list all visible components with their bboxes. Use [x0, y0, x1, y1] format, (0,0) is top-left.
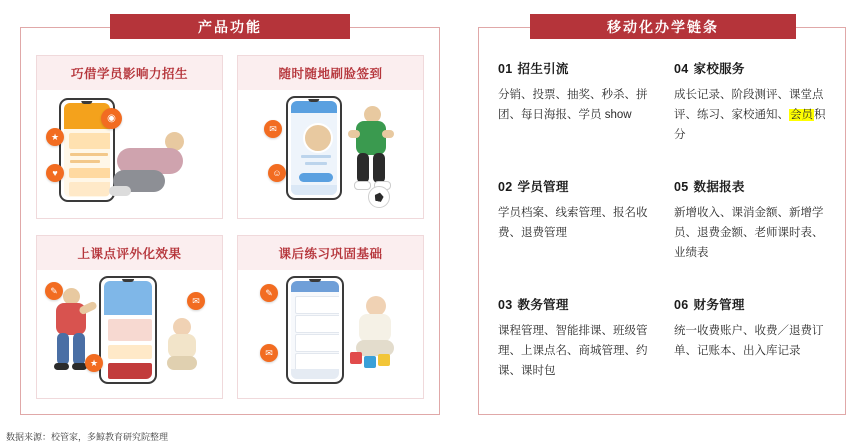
person-torso — [356, 121, 386, 155]
chain-item-title: 财务管理 — [693, 298, 745, 312]
screen-list-row — [295, 315, 339, 333]
pencil-icon: ✎ — [45, 282, 63, 300]
person-illustration — [109, 126, 197, 204]
screen-line — [70, 153, 108, 156]
chain-item-text: 新增收入、课消金额、新增学员、退费金额、老师课时表、业绩表 — [674, 207, 824, 260]
person-leg — [57, 333, 69, 365]
screen-line — [70, 160, 100, 163]
chain-item-heading — [674, 295, 828, 313]
heart-icon: ♥ — [46, 164, 64, 182]
feature-card-illustration — [238, 90, 423, 218]
phone-mockup — [286, 96, 342, 200]
chain-item-number: 06 — [674, 298, 689, 312]
chain-item-heading — [674, 59, 828, 77]
feature-card-illustration — [37, 270, 222, 398]
person-shoe — [354, 181, 371, 190]
child-torso — [359, 314, 391, 342]
mail-icon: ✉ — [264, 120, 282, 138]
product-features-cards-wrap — [20, 27, 440, 415]
screen-list-row — [295, 334, 339, 352]
person-illustration — [342, 106, 404, 206]
chain-item-heading — [498, 59, 652, 77]
chain-item-academic-management — [498, 295, 652, 399]
target-icon: ◉ — [101, 108, 122, 129]
feature-card-illustration — [238, 270, 423, 398]
feature-card-enrollment[interactable] — [36, 55, 223, 219]
feature-card-title: 课后练习巩固基础 — [238, 236, 423, 270]
toy-block — [350, 352, 362, 364]
toy-block — [378, 354, 390, 366]
chain-text-before: 成长记录、阶段测评、课堂点评、练习、家校通知、 — [674, 89, 824, 122]
feature-card-homework-practice[interactable] — [237, 235, 424, 399]
screen-list-row — [295, 296, 339, 314]
star-icon: ★ — [85, 354, 103, 372]
phone-mockup — [99, 276, 157, 384]
phone-screen — [291, 101, 337, 195]
phone-notch — [309, 279, 321, 282]
chain-item-data-reports — [674, 177, 828, 281]
phone-mockup — [286, 276, 344, 384]
chain-item-number: 05 — [674, 180, 689, 194]
chain-item-text: 分销、投票、抽奖、秒杀、拼团、每日海报、学员 show — [498, 89, 648, 122]
screen-footer-band — [291, 185, 337, 195]
screen-header-band — [291, 101, 337, 113]
smile-icon: ☺ — [268, 164, 286, 182]
person-shoes — [109, 186, 131, 196]
pencil-icon: ✎ — [260, 284, 278, 302]
chain-item-number: 04 — [674, 62, 689, 76]
person-leg — [73, 333, 85, 365]
chain-item-text — [674, 85, 828, 145]
chain-item-grid — [498, 59, 828, 399]
chain-text-highlight: 会员 — [790, 109, 813, 122]
chain-item-number: 03 — [498, 298, 513, 312]
feature-card-title: 上课点评外化效果 — [37, 236, 222, 270]
chain-item-text: 学员档案、线索管理、报名收费、退费管理 — [498, 207, 648, 240]
mobile-chain-items-wrap — [478, 27, 846, 415]
screen-footer-band — [291, 369, 339, 379]
screen-photo — [104, 281, 152, 315]
chain-item-heading — [674, 177, 828, 195]
chain-item-title: 招生引流 — [517, 62, 569, 76]
feature-card-grid — [36, 55, 424, 399]
chain-item-finance-management — [674, 295, 828, 399]
chain-item-enrollment — [498, 59, 652, 163]
screen-card — [69, 133, 110, 149]
feature-card-title: 巧借学员影响力招生 — [37, 56, 222, 90]
person-leg — [373, 153, 385, 183]
star-icon: ★ — [46, 128, 64, 146]
person-leg — [357, 153, 369, 183]
child-illustration — [348, 296, 410, 384]
screen-card — [69, 168, 110, 178]
child-torso — [168, 334, 196, 358]
chain-item-text: 课程管理、智能排课、班级管理、上课点名、商城管理、约课、课时包 — [498, 325, 648, 378]
chain-item-number: 01 — [498, 62, 513, 76]
phone-screen — [291, 281, 339, 379]
person-arm — [348, 130, 360, 138]
soccer-ball-icon — [368, 186, 390, 208]
chain-item-title: 家校服务 — [693, 62, 745, 76]
screen-button — [299, 173, 333, 182]
face-avatar — [303, 123, 333, 153]
chain-item-number: 02 — [498, 180, 513, 194]
chain-item-student-management — [498, 177, 652, 281]
chain-item-family-school-service — [674, 59, 828, 163]
feature-card-class-review[interactable] — [36, 235, 223, 399]
source-note: 数据来源：校管家，多鲸教育研究院整理 — [6, 432, 169, 442]
screen-card — [108, 363, 152, 379]
mobile-chain-banner: 移动化办学链条 — [530, 14, 796, 39]
screen-header-band — [291, 281, 339, 292]
screen-card — [108, 319, 152, 341]
screen-card — [69, 182, 110, 196]
child-illustration — [161, 318, 205, 384]
person-shoe — [54, 363, 69, 370]
child-legs — [167, 356, 197, 370]
chain-text-after: 积分 — [674, 109, 826, 142]
product-features-banner: 产品功能 — [110, 14, 350, 39]
chain-item-title: 数据报表 — [693, 180, 745, 194]
chain-item-title: 学员管理 — [517, 180, 569, 194]
person-arm — [382, 130, 394, 138]
screen-line — [301, 155, 331, 158]
chain-item-title: 教务管理 — [517, 298, 569, 312]
screen-line — [305, 162, 327, 165]
feature-card-title: 随时随地刷脸签到 — [238, 56, 423, 90]
screen-card — [108, 345, 152, 359]
chain-item-heading — [498, 295, 652, 313]
mail-icon: ✉ — [260, 344, 278, 362]
chain-item-text: 统一收费账户、收费／退费订单、记账本、出入库记录 — [674, 325, 824, 358]
feature-card-face-checkin[interactable] — [237, 55, 424, 219]
phone-screen — [104, 281, 152, 379]
mail-icon: ✉ — [187, 292, 205, 310]
chain-item-heading — [498, 177, 652, 195]
toy-block — [364, 356, 376, 368]
feature-card-illustration — [37, 90, 222, 218]
phone-notch — [122, 279, 134, 282]
child-head — [366, 296, 386, 316]
